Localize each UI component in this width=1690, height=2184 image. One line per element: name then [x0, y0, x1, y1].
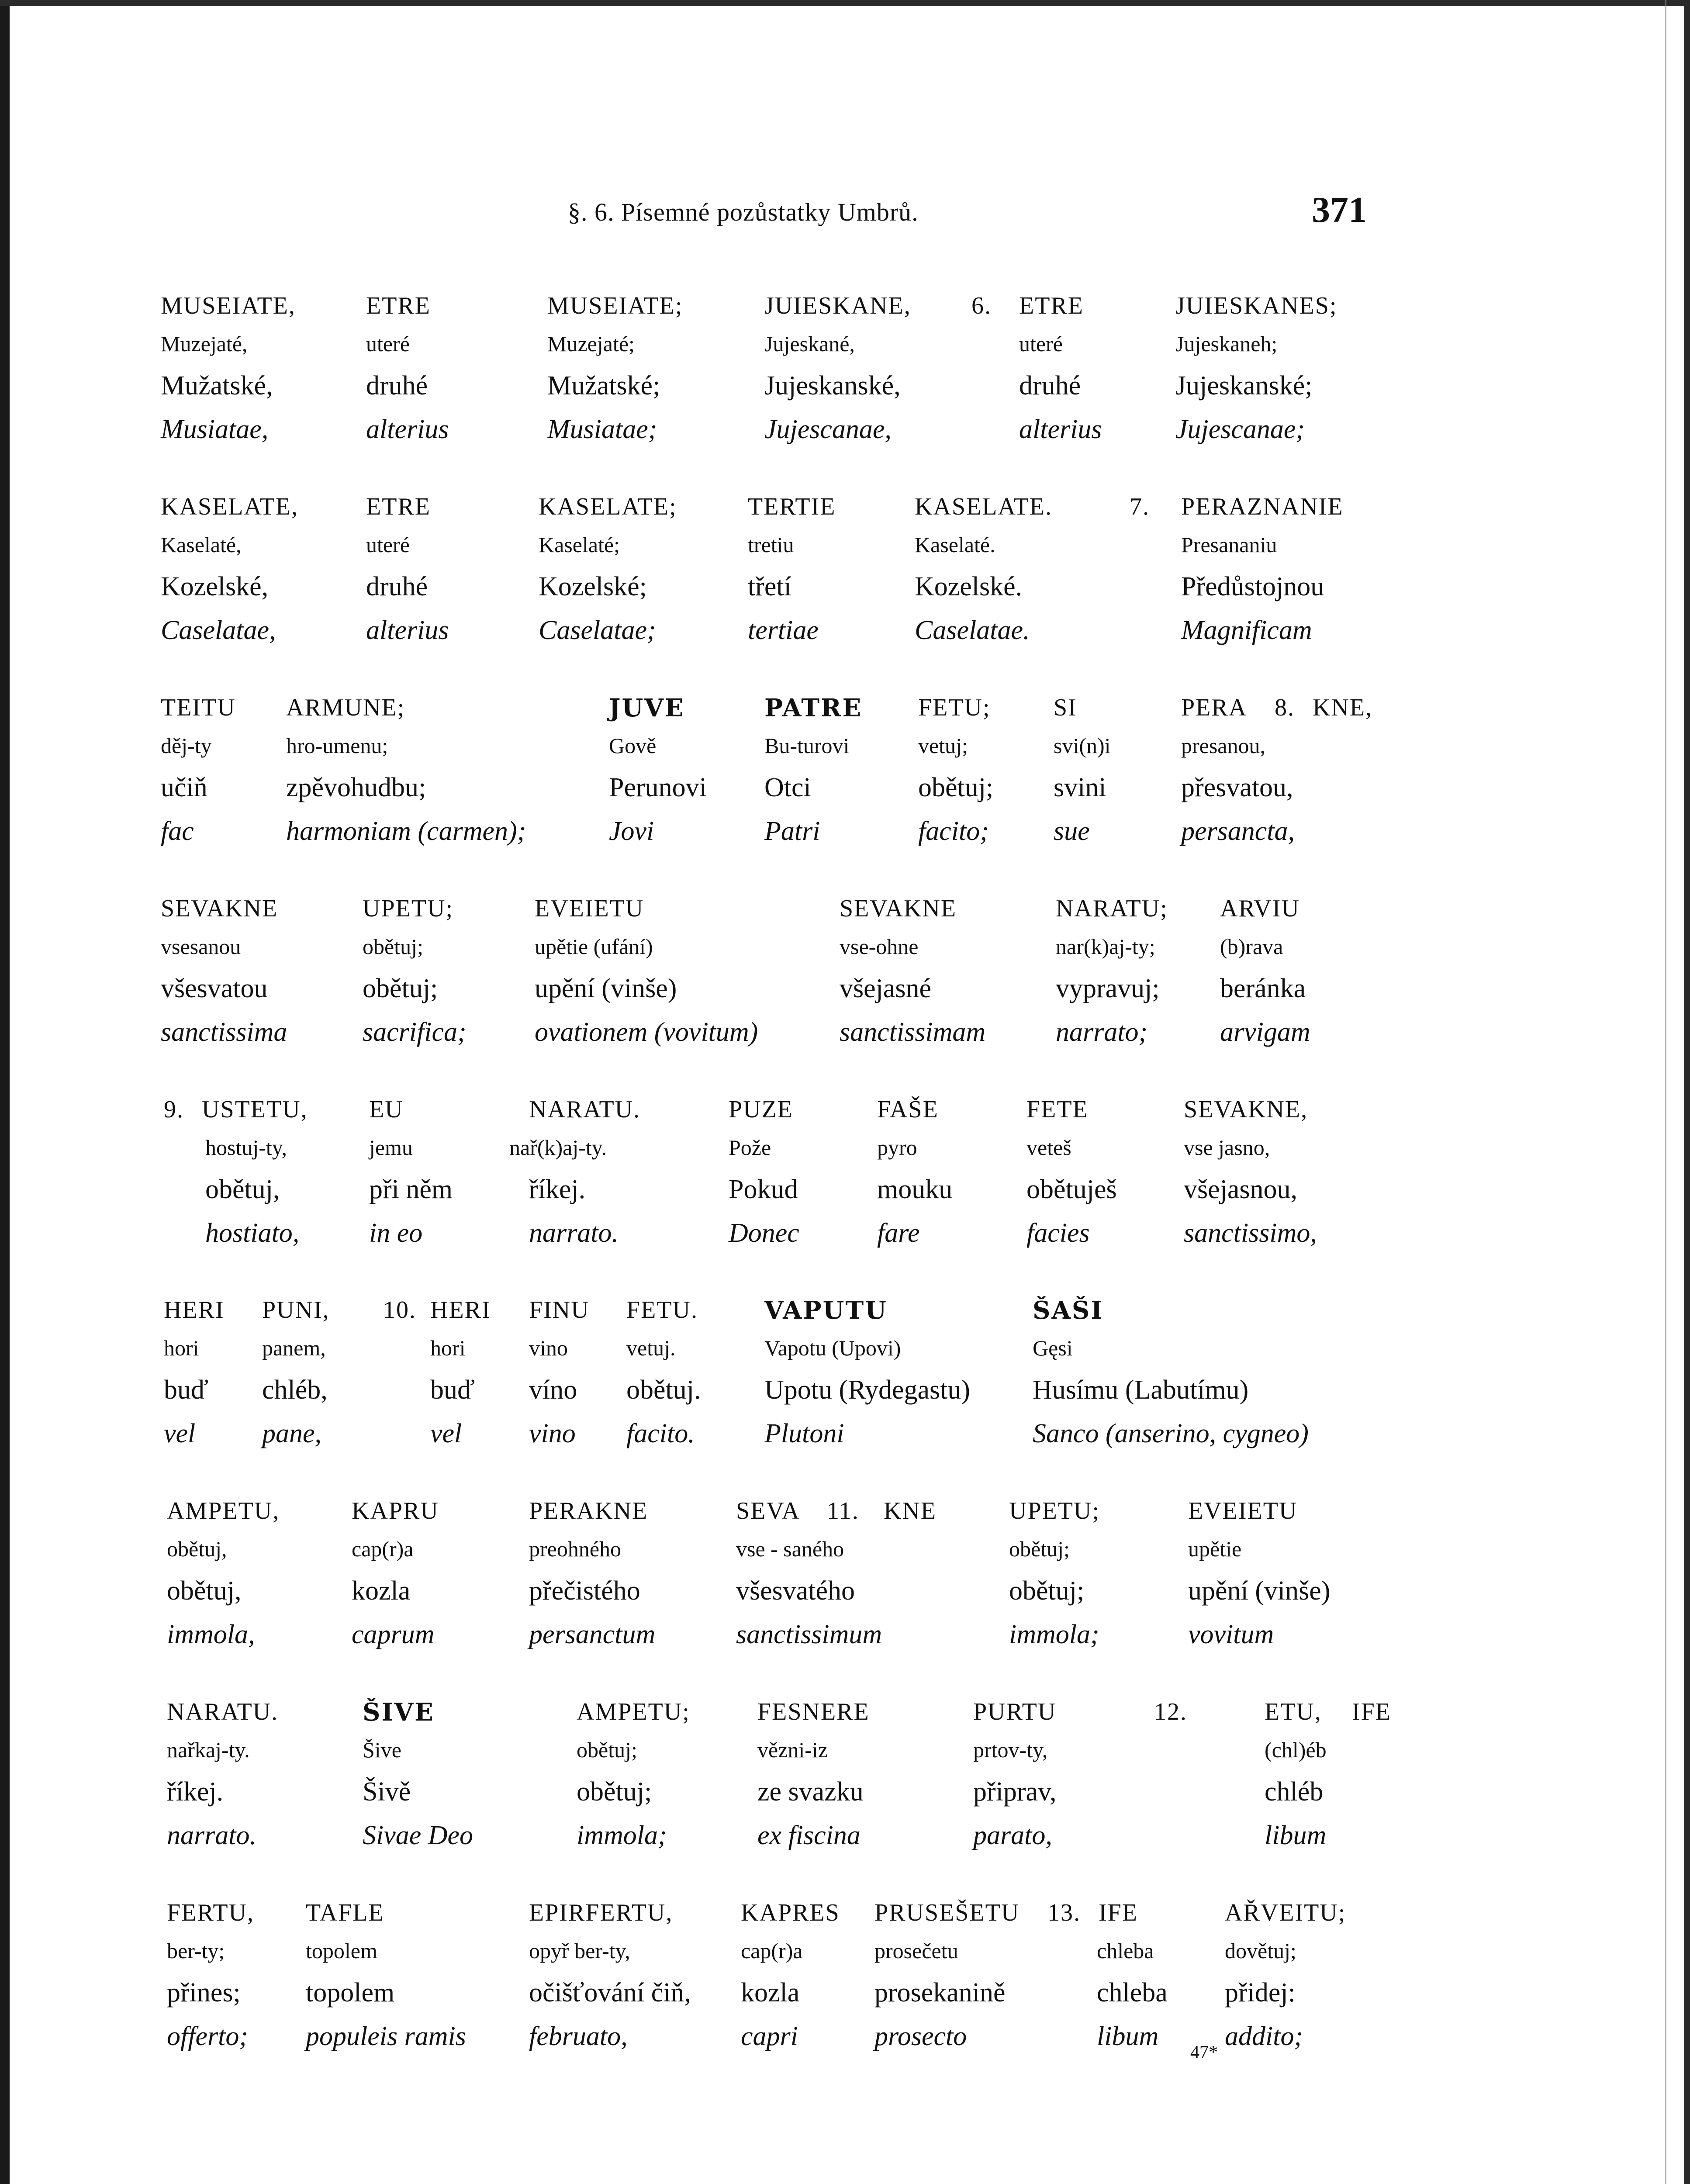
gloss-cell-b7-r1-c3: vězni-iz: [757, 1738, 828, 1762]
gloss-cell-b2-r1-c2: Gově: [609, 733, 657, 758]
gloss-cell-b7-r0-c6: ETU,: [1265, 1698, 1322, 1725]
gloss-cell-b4-r0-c3: NARATU.: [529, 1096, 641, 1123]
gloss-cell-b6-r2-c5: upění (vinše): [1188, 1576, 1331, 1606]
gloss-cell-b2-r0-c2: JUVE: [609, 694, 685, 722]
gloss-cell-b1-r2-c4: Kozelské.: [915, 572, 1023, 601]
gloss-cell-b8-r0-c1: TAFLE: [306, 1899, 384, 1926]
page-spine-shadow: [1665, 0, 1666, 2184]
gloss-cell-b6-r2-c2: přečistého: [529, 1576, 640, 1606]
gloss-cell-b7-r2-c4: připrav,: [973, 1777, 1057, 1807]
gloss-cell-b4-r1-c0: hostuj-ty,: [205, 1135, 287, 1160]
gloss-cell-b2-r2-c2: Perunovi: [609, 773, 707, 802]
gloss-cell-b1-r0-c0: KASELATE,: [161, 493, 299, 520]
gloss-cell-b4-r2-c4: mouku: [877, 1175, 953, 1204]
gloss-cell-b0-r0-c1: ETRE: [366, 292, 431, 319]
gloss-cell-b4-r1-c1: jemu: [369, 1135, 413, 1160]
gloss-cell-b5-r0-c3: HERI: [430, 1296, 491, 1324]
gloss-cell-b7-r3-c4: parato,: [973, 1821, 1052, 1850]
gloss-cell-b7-r3-c2: immola;: [577, 1821, 667, 1850]
gloss-cell-b3-r0-c5: ARVIU: [1220, 895, 1300, 922]
gloss-cell-b0-r0-c6: JUIESKANES;: [1175, 292, 1337, 319]
gloss-cell-b8-r3-c3: capri: [741, 2022, 798, 2051]
gloss-cell-b0-r1-c0: Muzejaté,: [161, 332, 248, 356]
gloss-cell-b0-r1-c1: uteré: [366, 332, 410, 356]
gloss-cell-b2-r1-c4: vetuj;: [918, 733, 968, 758]
gloss-cell-b0-r3-c3: Jujescanae,: [764, 415, 892, 444]
gloss-cell-b4-r0-c2: EU: [369, 1096, 404, 1123]
gloss-cell-b6-r0-c2: PERAKNE: [529, 1497, 648, 1524]
gloss-cell-b6-r1-c5: upětie: [1188, 1537, 1242, 1561]
gloss-cell-b6-r1-c3: vse - saného: [736, 1537, 844, 1561]
gloss-cell-b5-r0-c0: HERI: [164, 1296, 225, 1324]
gloss-cell-b5-r1-c5: Vapotu (Upovi): [764, 1336, 901, 1360]
gloss-cell-b4-r2-c6: všejasnou,: [1184, 1175, 1298, 1204]
gloss-cell-b6-r0-c1: KAPRU: [352, 1497, 439, 1524]
gloss-cell-b6-r3-c1: caprum: [352, 1620, 435, 1649]
gloss-cell-b6-r3-c0: immola,: [167, 1620, 255, 1649]
gloss-cell-b8-r2-c2: očišťování čiň,: [529, 1978, 691, 2008]
gloss-cell-b0-r0-c3: JUIESKANE,: [764, 292, 911, 319]
gloss-cell-b7-r0-c2: AMPETU;: [577, 1698, 690, 1725]
gloss-cell-b1-r1-c0: Kaselaté,: [161, 532, 242, 557]
gloss-cell-b8-r1-c3: cap(r)a: [741, 1939, 803, 1963]
gloss-cell-b8-r3-c1: populeis ramis: [306, 2022, 466, 2051]
gloss-cell-b7-r0-c5: 12.: [1154, 1698, 1187, 1725]
gloss-cell-b0-r0-c5: ETRE: [1019, 292, 1084, 319]
gloss-cell-b5-r3-c1: pane,: [262, 1419, 322, 1448]
gloss-cell-b3-r2-c2: upění (vinše): [535, 974, 677, 1003]
gloss-cell-b8-r0-c0: FERTU,: [167, 1899, 254, 1926]
gloss-cell-b1-r1-c4: Kaselaté.: [915, 532, 995, 557]
gloss-cell-b8-r1-c0: ber-ty;: [167, 1939, 225, 1963]
gloss-cell-b6-r0-c0: AMPETU,: [167, 1497, 280, 1524]
gloss-cell-b5-r3-c4: facito.: [626, 1419, 695, 1448]
gloss-cell-b7-r2-c1: Šivě: [363, 1777, 411, 1807]
gloss-cell-b1-r0-c3: TERTIE: [748, 493, 836, 520]
gloss-cell-b2-r0-c4: FETU;: [918, 694, 991, 721]
gloss-cell-b6-r0-c4: 11.: [827, 1497, 859, 1524]
gloss-cell-b8-r0-c5: 13.: [1047, 1899, 1081, 1926]
gloss-cell-b5-r0-c2: 10.: [383, 1296, 416, 1324]
gloss-cell-b1-r2-c1: druhé: [366, 572, 428, 601]
gloss-cell-b8-r1-c6: dovětuj;: [1225, 1939, 1296, 1963]
gloss-cell-b4-r0-c6: FETE: [1026, 1096, 1089, 1123]
gloss-cell-b8-r3-c4: prosecto: [874, 2022, 967, 2051]
gloss-cell-b5-r1-c0: hori: [164, 1336, 199, 1360]
gloss-cell-b8-r1-c1: topolem: [306, 1939, 377, 1963]
page-number: 371: [1312, 190, 1367, 230]
gloss-cell-b6-r0-c7: EVEIETU: [1188, 1497, 1298, 1524]
gloss-cell-b1-r3-c0: Caselatae,: [161, 615, 276, 645]
gloss-cell-b7-r3-c5: libum: [1265, 1821, 1327, 1850]
gloss-cell-b1-r3-c4: Caselatae.: [915, 615, 1030, 645]
gloss-cell-b6-r1-c1: cap(r)a: [352, 1537, 414, 1561]
gloss-cell-b8-r2-c5: chleba: [1097, 1978, 1168, 2008]
gloss-cell-b6-r0-c6: UPETU;: [1009, 1497, 1100, 1524]
gloss-cell-b7-r3-c0: narrato.: [167, 1821, 256, 1850]
gloss-cell-b2-r0-c6: PERA: [1181, 694, 1248, 721]
gloss-cell-b1-r1-c5: Presananiu: [1181, 532, 1277, 557]
gloss-cell-b7-r0-c0: NARATU.: [167, 1698, 279, 1725]
gloss-cell-b1-r1-c1: uteré: [366, 532, 410, 557]
gloss-cell-b4-r1-c3: Pože: [729, 1135, 771, 1160]
gloss-cell-b5-r2-c3: víno: [529, 1375, 577, 1405]
gloss-cell-b2-r2-c6: přesvatou,: [1181, 773, 1293, 802]
gloss-cell-b2-r1-c3: Bu-turovi: [764, 733, 850, 758]
gloss-cell-b3-r2-c3: všejasné: [840, 974, 932, 1003]
gloss-cell-b2-r3-c5: sue: [1054, 816, 1090, 846]
gloss-cell-b5-r0-c5: FETU.: [626, 1296, 698, 1324]
gloss-cell-b6-r2-c4: obětuj;: [1009, 1576, 1085, 1606]
gloss-cell-b4-r3-c1: in eo: [369, 1218, 423, 1248]
gloss-cell-b8-r0-c2: EPIRFERTU,: [529, 1899, 673, 1926]
gloss-cell-b4-r0-c1: USTETU,: [202, 1096, 308, 1123]
gloss-cell-b4-r3-c2: narrato.: [529, 1218, 619, 1248]
gloss-cell-b5-r3-c3: vino: [529, 1419, 576, 1448]
gloss-cell-b2-r1-c1: hro-umenu;: [286, 733, 388, 758]
gloss-cell-b3-r3-c3: sanctissimam: [840, 1017, 986, 1047]
gloss-cell-b8-r2-c0: přines;: [167, 1978, 241, 2008]
gloss-cell-b5-r0-c4: FINU: [529, 1296, 590, 1324]
gloss-cell-b7-r2-c2: obětuj;: [577, 1777, 652, 1807]
gloss-cell-b2-r3-c0: fac: [161, 816, 194, 846]
gloss-cell-b6-r3-c2: persanctum: [529, 1620, 656, 1649]
gloss-cell-b3-r3-c5: arvigam: [1220, 1017, 1310, 1047]
gloss-cell-b1-r3-c1: alterius: [366, 615, 449, 645]
gloss-cell-b6-r2-c3: všesvatého: [736, 1576, 855, 1606]
gloss-cell-b7-r3-c1: Sivae Deo: [363, 1821, 473, 1850]
gloss-cell-b7-r1-c2: obětuj;: [577, 1738, 637, 1762]
gloss-cell-b5-r2-c0: buď: [164, 1375, 209, 1405]
page-edge-right: [1684, 0, 1690, 2184]
gloss-cell-b5-r2-c4: obětuj.: [626, 1375, 701, 1405]
gloss-cell-b1-r0-c6: PERAZNANIE: [1181, 493, 1344, 520]
gloss-cell-b3-r3-c4: narrato;: [1056, 1017, 1148, 1047]
gloss-cell-b8-r1-c2: opyř ber-ty,: [529, 1939, 630, 1963]
gloss-cell-b8-r2-c6: přidej:: [1225, 1978, 1296, 2008]
gloss-cell-b4-r2-c2: říkej.: [529, 1175, 586, 1204]
gloss-cell-b5-r3-c0: vel: [164, 1419, 196, 1448]
gloss-cell-b3-r2-c5: beránka: [1220, 974, 1306, 1003]
page-edge-top: [0, 0, 1690, 6]
gloss-cell-b2-r2-c1: zpěvohudbu;: [286, 773, 426, 802]
gloss-cell-b6-r2-c0: obětuj,: [167, 1576, 242, 1606]
gloss-cell-b2-r2-c4: obětuj;: [918, 773, 994, 802]
gloss-cell-b4-r2-c0: obětuj,: [205, 1175, 280, 1204]
gloss-cell-b7-r1-c5: (chl)éb: [1265, 1738, 1327, 1762]
gloss-cell-b2-r3-c3: Patri: [764, 816, 820, 846]
gloss-cell-b8-r1-c4: prosečetu: [874, 1939, 958, 1963]
gloss-cell-b2-r0-c3: PATRE: [764, 694, 863, 722]
gloss-cell-b2-r3-c1: harmoniam (carmen);: [286, 816, 526, 846]
gloss-cell-b5-r2-c2: buď: [430, 1375, 475, 1405]
gloss-cell-b1-r2-c2: Kozelské;: [539, 572, 647, 601]
gloss-cell-b4-r3-c4: fare: [877, 1218, 920, 1248]
gloss-cell-b0-r2-c3: Jujeskanské,: [764, 371, 901, 401]
gloss-cell-b4-r3-c6: sanctissimo,: [1184, 1218, 1317, 1248]
gloss-cell-b2-r0-c5: SI: [1054, 694, 1077, 721]
gloss-cell-b6-r2-c1: kozla: [352, 1576, 411, 1606]
gloss-cell-b1-r0-c2: KASELATE;: [539, 493, 677, 520]
gloss-cell-b4-r1-c2: nař(k)aj-ty.: [509, 1135, 607, 1160]
gloss-cell-b7-r0-c4: PURTU: [973, 1698, 1057, 1725]
gloss-cell-b5-r1-c4: vetuj.: [626, 1336, 676, 1360]
gloss-cell-b0-r0-c4: 6.: [971, 292, 992, 319]
gloss-cell-b5-r3-c5: Plutoni: [764, 1419, 844, 1448]
gloss-cell-b4-r1-c4: pyro: [877, 1135, 917, 1160]
gloss-cell-b0-r1-c4: uteré: [1019, 332, 1063, 356]
gloss-cell-b2-r1-c0: děj-ty: [161, 733, 212, 758]
gloss-cell-b2-r0-c0: TEITU: [161, 694, 236, 721]
gloss-cell-b0-r0-c0: MUSEIATE,: [161, 292, 296, 319]
page-edge-left: [0, 0, 10, 2184]
gloss-cell-b3-r3-c0: sanctissima: [161, 1017, 287, 1047]
gloss-cell-b3-r0-c4: NARATU;: [1056, 895, 1168, 922]
gloss-cell-b2-r3-c6: persancta,: [1181, 816, 1295, 846]
gloss-cell-b5-r1-c2: hori: [430, 1336, 466, 1360]
gloss-cell-b0-r1-c3: Jujeskané,: [764, 332, 855, 356]
gloss-cell-b7-r2-c5: chléb: [1265, 1777, 1324, 1807]
gloss-cell-b1-r3-c2: Caselatae;: [539, 615, 656, 645]
gloss-cell-b8-r3-c6: addito;: [1225, 2022, 1303, 2051]
gloss-cell-b7-r1-c1: Šive: [363, 1738, 401, 1762]
gloss-cell-b5-r1-c6: Gęsi: [1033, 1336, 1073, 1360]
gloss-cell-b5-r2-c5: Upotu (Rydegastu): [764, 1375, 971, 1405]
gloss-cell-b3-r2-c1: obětuj;: [363, 974, 438, 1003]
gloss-cell-b4-r2-c5: obětuješ: [1026, 1175, 1117, 1204]
gloss-cell-b2-r0-c1: ARMUNE;: [286, 694, 405, 721]
gloss-cell-b0-r3-c2: Musiatae;: [547, 415, 657, 444]
gloss-cell-b5-r1-c3: vino: [529, 1336, 568, 1360]
gloss-cell-b3-r0-c2: EVEIETU: [535, 895, 644, 922]
gloss-cell-b5-r1-c1: panem,: [262, 1336, 326, 1360]
gloss-cell-b7-r0-c7: IFE: [1352, 1698, 1391, 1725]
gloss-cell-b2-r0-c7: 8.: [1275, 694, 1295, 721]
running-title: §. 6. Písemné pozůstatky Umbrů.: [568, 198, 919, 226]
gloss-cell-b7-r2-c3: ze svazku: [757, 1777, 864, 1807]
gloss-cell-b7-r1-c0: nařkaj-ty.: [167, 1738, 250, 1762]
gloss-cell-b2-r1-c6: presanou,: [1181, 733, 1265, 758]
gloss-cell-b1-r1-c2: Kaselaté;: [539, 532, 620, 557]
gloss-cell-b0-r2-c1: druhé: [366, 371, 428, 401]
gloss-cell-b6-r1-c4: obětuj;: [1009, 1537, 1070, 1561]
gloss-cell-b0-r3-c1: alterius: [366, 415, 449, 444]
gloss-cell-b7-r0-c1: ŠIVE: [363, 1698, 435, 1727]
gloss-cell-b5-r0-c6: VAPUTU: [764, 1296, 888, 1325]
gloss-cell-b0-r3-c5: Jujescanae;: [1175, 415, 1305, 444]
gloss-cell-b0-r1-c5: Jujeskaneh;: [1175, 332, 1278, 356]
gloss-cell-b4-r3-c5: facies: [1026, 1218, 1090, 1248]
gloss-cell-b3-r0-c1: UPETU;: [363, 895, 453, 922]
gloss-cell-b1-r0-c4: KASELATE.: [915, 493, 1053, 520]
gloss-cell-b4-r0-c7: SEVAKNE,: [1184, 1096, 1308, 1123]
gloss-cell-b0-r2-c4: druhé: [1019, 371, 1081, 401]
gloss-cell-b1-r1-c3: tretiu: [748, 532, 794, 557]
gloss-cell-b3-r2-c4: vypravuj;: [1056, 974, 1160, 1003]
gloss-cell-b7-r2-c0: říkej.: [167, 1777, 224, 1807]
gloss-cell-b0-r3-c4: alterius: [1019, 415, 1102, 444]
gloss-cell-b3-r2-c0: všesvatou: [161, 974, 268, 1003]
gloss-cell-b2-r1-c5: svi(n)i: [1054, 733, 1111, 758]
gloss-cell-b3-r1-c0: vsesanou: [161, 934, 241, 959]
gloss-cell-b6-r0-c3: SEVA: [736, 1497, 801, 1524]
gloss-cell-b4-r0-c4: PUZE: [729, 1096, 793, 1123]
gloss-cell-b2-r2-c0: učiň: [161, 773, 207, 802]
gloss-cell-b5-r3-c2: vel: [430, 1419, 462, 1448]
gloss-cell-b0-r3-c0: Musiatae,: [161, 415, 269, 444]
gloss-cell-b3-r1-c1: obětuj;: [363, 934, 423, 959]
gloss-cell-b8-r2-c1: topolem: [306, 1978, 395, 2008]
gloss-cell-b0-r2-c5: Jujeskanské;: [1175, 371, 1313, 401]
gloss-cell-b0-r0-c2: MUSEIATE;: [547, 292, 683, 319]
gloss-cell-b1-r2-c3: třetí: [748, 572, 791, 601]
gloss-cell-b8-r1-c5: chleba: [1097, 1939, 1154, 1963]
gloss-cell-b0-r2-c0: Mužatské,: [161, 371, 273, 401]
gloss-cell-b4-r1-c5: veteš: [1026, 1135, 1071, 1160]
gloss-cell-b8-r2-c4: prosekanině: [874, 1978, 1006, 2008]
gloss-cell-b3-r0-c3: SEVAKNE: [840, 895, 957, 922]
gloss-cell-b8-r0-c7: AŘVEITU;: [1225, 1899, 1346, 1926]
gloss-cell-b3-r3-c1: sacrifica;: [363, 1017, 467, 1047]
gloss-cell-b8-r0-c6: IFE: [1099, 1899, 1138, 1926]
gloss-cell-b0-r2-c2: Mužatské;: [547, 371, 660, 401]
gloss-cell-b3-r3-c2: ovationem (vovitum): [535, 1017, 758, 1047]
gloss-cell-b8-r3-c0: offerto;: [167, 2022, 248, 2051]
gloss-cell-b3-r1-c5: (b)rava: [1220, 934, 1283, 959]
gloss-cell-b2-r2-c5: svini: [1054, 773, 1106, 802]
gloss-cell-b3-r1-c3: vse-ohne: [840, 934, 919, 959]
gloss-cell-b4-r2-c1: při něm: [369, 1175, 453, 1204]
gloss-cell-b1-r2-c5: Předůstojnou: [1181, 572, 1324, 601]
gloss-cell-b6-r3-c3: sanctissimum: [736, 1620, 882, 1649]
gloss-cell-b4-r0-c0: 9.: [164, 1096, 184, 1123]
gloss-cell-b7-r3-c3: ex fiscina: [757, 1821, 861, 1850]
gloss-cell-b5-r0-c7: ŠAŠI: [1033, 1296, 1104, 1325]
gloss-cell-b6-r0-c5: KNE: [884, 1497, 937, 1524]
gloss-cell-b2-r0-c8: KNE,: [1313, 694, 1373, 721]
gloss-cell-b6-r3-c4: immola;: [1009, 1620, 1099, 1649]
gloss-cell-b5-r2-c1: chléb,: [262, 1375, 328, 1405]
gloss-cell-b4-r3-c0: hostiato,: [205, 1218, 300, 1248]
gloss-cell-b8-r3-c5: libum: [1097, 2022, 1159, 2051]
gloss-cell-b5-r0-c1: PUNI,: [262, 1296, 330, 1324]
gloss-cell-b6-r3-c5: vovitum: [1188, 1620, 1274, 1649]
gloss-cell-b3-r0-c0: SEVAKNE: [161, 895, 278, 922]
printer-signature: 47*: [1190, 2042, 1218, 2063]
gloss-cell-b8-r3-c2: februato,: [529, 2022, 628, 2051]
gloss-cell-b1-r0-c1: ETRE: [366, 493, 431, 520]
gloss-cell-b6-r1-c0: obětuj,: [167, 1537, 227, 1561]
gloss-cell-b8-r0-c3: KAPRES: [741, 1899, 840, 1926]
gloss-cell-b0-r1-c2: Muzejaté;: [547, 332, 635, 356]
gloss-cell-b3-r1-c2: upětie (ufání): [535, 934, 653, 959]
gloss-cell-b5-r2-c6: Husímu (Labutímu): [1033, 1375, 1249, 1405]
gloss-cell-b4-r0-c5: FAŠE: [877, 1096, 939, 1123]
gloss-cell-b8-r2-c3: kozla: [741, 1978, 800, 2008]
gloss-cell-b2-r3-c2: Jovi: [609, 816, 654, 846]
gloss-cell-b4-r2-c3: Pokud: [729, 1175, 798, 1204]
gloss-cell-b2-r3-c4: facito;: [918, 816, 989, 846]
gloss-cell-b8-r0-c4: PRUSEŠETU: [874, 1899, 1020, 1926]
gloss-cell-b1-r3-c3: tertiae: [748, 615, 819, 645]
gloss-cell-b1-r3-c5: Magnificam: [1181, 615, 1312, 645]
gloss-cell-b2-r2-c3: Otci: [764, 773, 811, 802]
gloss-cell-b1-r2-c0: Kozelské,: [161, 572, 269, 601]
gloss-cell-b1-r0-c5: 7.: [1130, 493, 1150, 520]
gloss-cell-b7-r0-c3: FESNERE: [757, 1698, 870, 1725]
gloss-cell-b7-r1-c4: prtov-ty,: [973, 1738, 1048, 1762]
gloss-cell-b4-r1-c6: vse jasno,: [1184, 1135, 1270, 1160]
gloss-cell-b3-r1-c4: nar(k)aj-ty;: [1056, 934, 1155, 959]
gloss-cell-b5-r3-c6: Sanco (anserino, cygneo): [1033, 1419, 1309, 1448]
gloss-cell-b6-r1-c2: preohného: [529, 1537, 622, 1561]
gloss-cell-b4-r3-c3: Donec: [729, 1218, 799, 1248]
